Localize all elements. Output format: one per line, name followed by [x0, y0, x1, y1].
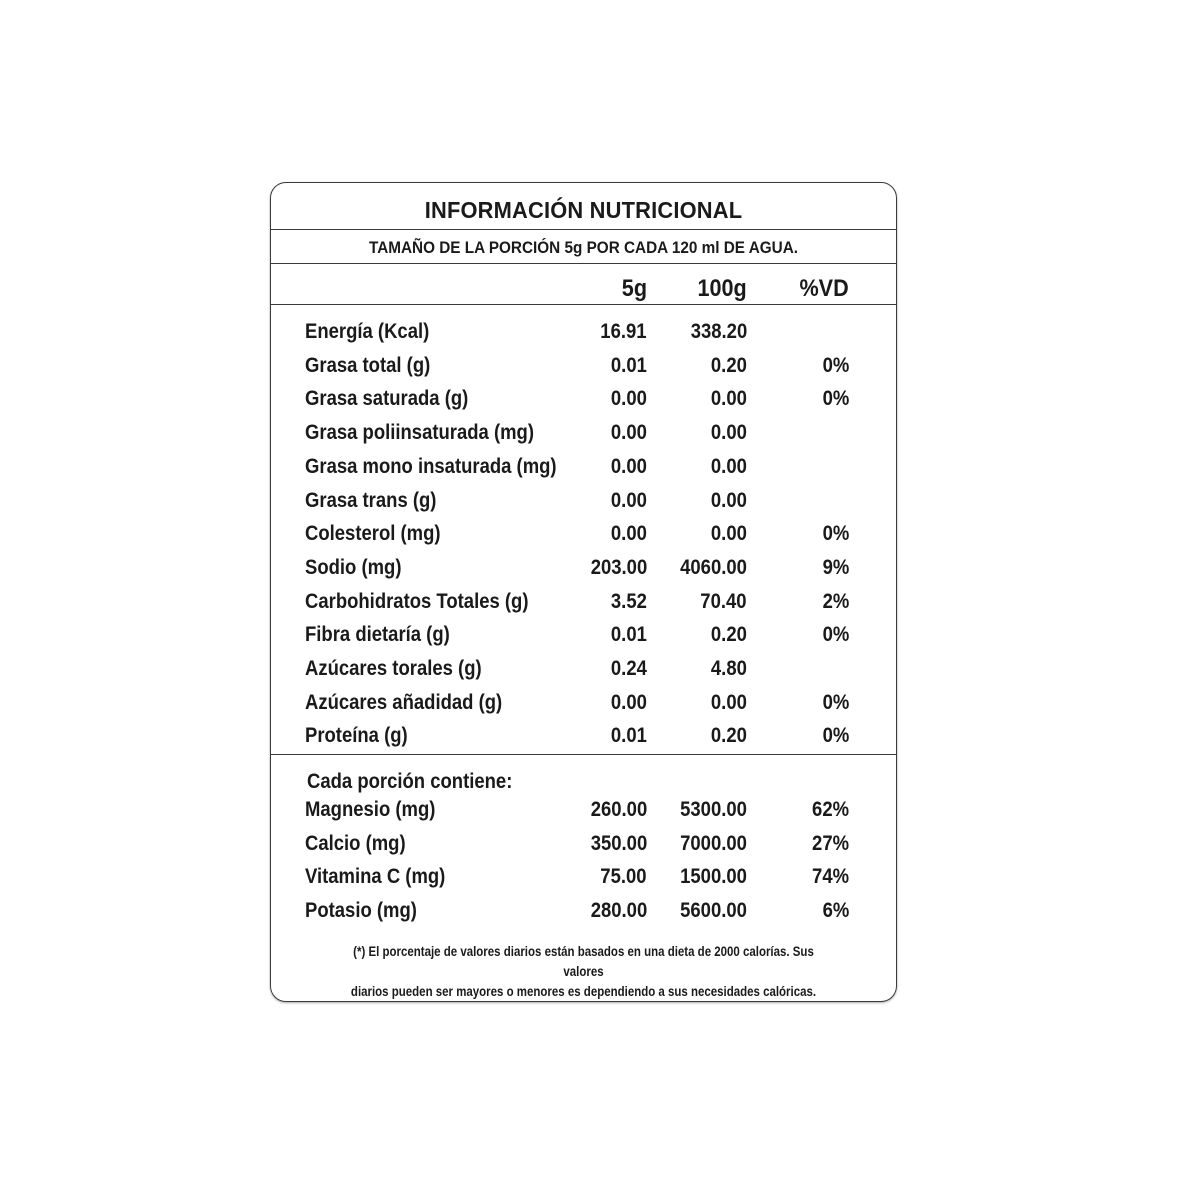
value-per-100g: 0.20 [711, 623, 747, 647]
daily-value-percent: 62% [812, 798, 849, 821]
daily-value-percent: 2% [822, 589, 849, 613]
nutrient-name: Proteína (g) [305, 724, 408, 748]
value-per-100g: 338.20 [690, 320, 747, 343]
footnote-line: (*) El porcentaje de valores diarios están basados en una dieta de 2000 calorías. Sus valores [353, 943, 814, 979]
table-row [271, 320, 896, 352]
nutrient-name: Colesterol (mg) [305, 522, 441, 546]
daily-value-percent: 0% [822, 387, 849, 411]
nutrition-label [270, 182, 897, 1002]
value-per-serving: 0.01 [611, 623, 647, 647]
table-row [271, 354, 896, 386]
value-per-serving: 0.00 [611, 522, 647, 546]
value-per-serving: 260.00 [590, 798, 647, 821]
column-header-daily-value: %VD [799, 275, 849, 302]
table-row [271, 832, 896, 864]
footnote [344, 941, 824, 1001]
label-title: INFORMACIÓN NUTRICIONAL [424, 197, 743, 223]
value-per-100g: 0.00 [711, 387, 747, 411]
nutrient-name: Calcio (mg) [305, 831, 406, 855]
minerals-title: Cada porción contiene: [307, 770, 513, 793]
table-row [271, 623, 896, 655]
nutrient-name: Grasa mono insaturada (mg) [305, 454, 557, 478]
value-per-serving: 75.00 [600, 865, 647, 888]
daily-value-percent: 74% [812, 865, 849, 888]
table-row [271, 556, 896, 588]
value-per-100g: 5300.00 [680, 798, 747, 821]
nutrient-name: Vitamina C (mg) [305, 865, 446, 888]
value-per-100g: 0.00 [711, 690, 747, 714]
value-per-serving: 0.00 [611, 454, 647, 478]
daily-value-percent: 0% [822, 522, 849, 546]
table-row [271, 691, 896, 723]
column-header-per-100g: 100g [697, 275, 747, 302]
column-header-per-serving: 5g [621, 275, 647, 302]
table-row [271, 489, 896, 521]
value-per-serving: 0.00 [611, 421, 647, 445]
table-row [271, 798, 896, 830]
table-row [271, 421, 896, 453]
value-per-100g: 0.20 [711, 724, 747, 748]
daily-value-percent: 27% [812, 831, 849, 855]
nutrient-name: Carbohidratos Totales (g) [305, 589, 529, 613]
value-per-serving: 0.24 [611, 657, 647, 680]
nutrient-name: Grasa poliinsaturada (mg) [305, 421, 535, 445]
table-row [271, 387, 896, 419]
value-per-100g: 0.20 [711, 353, 747, 377]
nutrient-name: Azúcares añadidad (g) [305, 690, 503, 714]
nutrient-name: Potasio (mg) [305, 898, 417, 922]
table-row [271, 522, 896, 554]
serving-size: TAMAÑO DE LA PORCIÓN 5g POR CADA 120 ml DE AGUA. [368, 238, 799, 257]
value-per-100g: 0.00 [711, 421, 747, 445]
value-per-100g: 0.00 [711, 522, 747, 546]
daily-value-percent: 9% [822, 555, 849, 579]
value-per-serving: 280.00 [590, 898, 647, 922]
daily-value-percent: 0% [822, 623, 849, 647]
daily-value-percent: 6% [822, 898, 849, 922]
daily-value-percent: 0% [822, 724, 849, 748]
daily-value-percent: 0% [822, 690, 849, 714]
value-per-100g: 4060.00 [680, 555, 747, 579]
value-per-100g: 1500.00 [680, 865, 747, 888]
value-per-serving: 3.52 [611, 589, 647, 613]
value-per-serving: 350.00 [590, 831, 647, 855]
nutrient-name: Azúcares torales (g) [305, 657, 482, 680]
value-per-100g: 0.00 [711, 454, 747, 478]
value-per-serving: 16.91 [600, 320, 647, 343]
nutrient-name: Sodio (mg) [305, 555, 402, 579]
divider [271, 754, 896, 755]
divider [271, 229, 896, 230]
value-per-serving: 0.00 [611, 690, 647, 714]
table-row [271, 899, 896, 931]
divider [271, 263, 896, 264]
nutrient-name: Grasa saturada (g) [305, 387, 469, 411]
footnote-line: diarios pueden ser mayores o menores es dependiendo a sus necesidades calóricas. [350, 983, 817, 999]
nutrient-name: Magnesio (mg) [305, 798, 436, 821]
daily-value-percent: 0% [822, 353, 849, 377]
value-per-serving: 203.00 [590, 555, 647, 579]
nutrient-name: Grasa total (g) [305, 353, 431, 377]
table-row [271, 724, 896, 756]
value-per-100g: 5600.00 [680, 898, 747, 922]
value-per-100g: 4.80 [711, 657, 747, 680]
value-per-100g: 0.00 [711, 488, 747, 512]
divider [271, 304, 896, 305]
value-per-serving: 0.01 [611, 353, 647, 377]
table-row [271, 865, 896, 897]
nutrient-name: Energía (Kcal) [305, 320, 430, 343]
value-per-serving: 0.00 [611, 488, 647, 512]
value-per-serving: 0.01 [611, 724, 647, 748]
table-row [271, 455, 896, 487]
value-per-100g: 7000.00 [680, 831, 747, 855]
nutrient-name: Grasa trans (g) [305, 488, 437, 512]
table-row [271, 590, 896, 622]
value-per-serving: 0.00 [611, 387, 647, 411]
value-per-100g: 70.40 [700, 589, 747, 613]
table-row [271, 657, 896, 689]
nutrient-name: Fibra dietaría (g) [305, 623, 450, 647]
